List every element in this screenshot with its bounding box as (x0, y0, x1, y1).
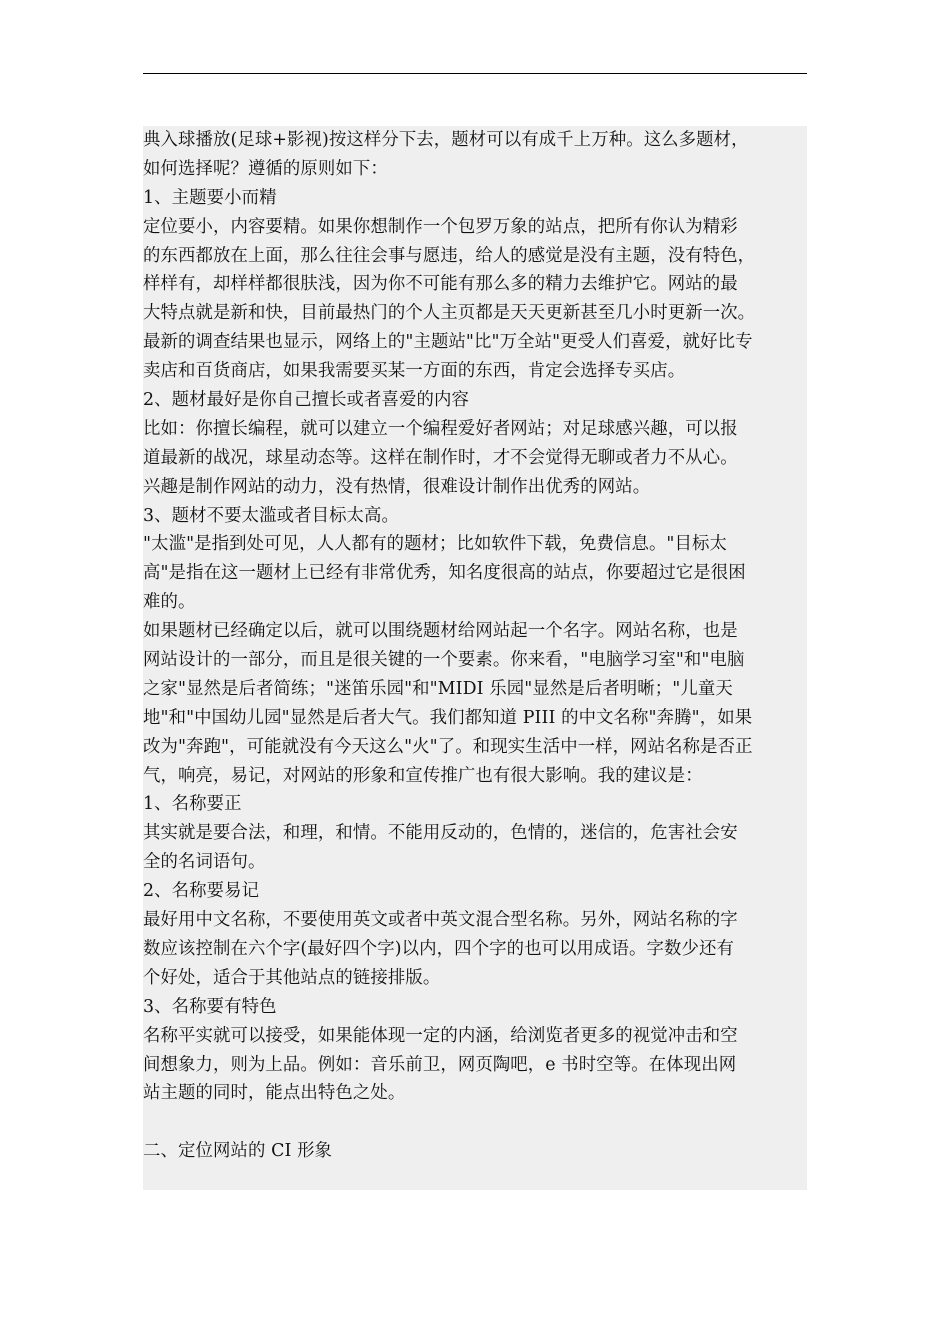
text-line: 如果题材已经确定以后，就可以围绕题材给网站起一个名字。网站名称，也是 (143, 621, 738, 642)
text-line: 道最新的战况，球星动态等。这样在制作时，才不会觉得无聊或者力不从心。 (143, 447, 738, 468)
article-text (143, 126, 807, 1166)
text-line: 地"和"中国幼儿园"显然是后者大气。我们都知道 PIII 的中文名称"奔腾"，如果 (143, 707, 753, 728)
article-body (143, 126, 807, 1190)
section-heading: 二、定位网站的 CI 形象 (143, 1141, 333, 1162)
text-line: 难的。 (143, 592, 196, 613)
text-line: 个好处，适合于其他站点的链接排版。 (143, 967, 441, 988)
list-heading: 2、题材最好是你自己擅长或者喜爱的内容 (143, 390, 469, 411)
list-heading: 2、名称要易记 (143, 881, 260, 902)
text-line: "太滥"是指到处可见，人人都有的题材；比如软件下载，免费信息。"目标太 (143, 534, 728, 555)
text-line: 之家"显然是后者简练；"迷笛乐园"和"MIDI 乐园"显然是后者明晰；"儿童天 (143, 678, 733, 699)
text-line: 样样有，却样样都很肤浅，因为你不可能有那么多的精力去维护它。网站的最 (143, 274, 738, 295)
text-line: 典入球播放(足球+影视)按这样分下去，题材可以有成千上万种。这么多题材， (143, 130, 749, 150)
list-heading: 3、题材不要太滥或者目标太高。 (143, 505, 400, 526)
text-line: 名称平实就可以接受，如果能体现一定的内涵，给浏览者更多的视觉冲击和空 (143, 1025, 738, 1046)
text-line: 改为"奔跑"，可能就没有今天这么"火"了。和现实生活中一样，网站名称是否正 (143, 736, 753, 757)
list-heading: 1、主题要小而精 (143, 187, 277, 208)
text-line: 最新的调查结果也显示，网络上的"主题站"比"万全站"更受人们喜爱，就好比专 (143, 332, 753, 353)
text-line: 气，响亮，易记，对网站的形象和宣传推广也有很大影响。我的建议是： (143, 765, 703, 786)
list-heading: 3、名称要有特色 (143, 996, 277, 1017)
text-line: 卖店和百货商店，如果我需要买某一方面的东西，肯定会选择专买店。 (143, 361, 686, 382)
text-line: 最好用中文名称，不要使用英文或者中英文混合型名称。另外，网站名称的字 (143, 910, 738, 931)
text-line: 的东西都放在上面，那么往往会事与愿违，给人的感觉是没有主题，没有特色， (143, 245, 756, 266)
text-line: 间想象力，则为上品。例如：音乐前卫，网页陶吧，e 书时空等。在体现出网 (143, 1054, 737, 1075)
text-line: 站主题的同时，能点出特色之处。 (143, 1083, 406, 1104)
list-heading: 1、名称要正 (143, 794, 242, 815)
text-line: 网站设计的一部分，而且是很关键的一个要素。你来看，"电脑学习室"和"电脑 (143, 650, 745, 671)
text-line: 定位要小，内容要精。如果你想制作一个包罗万象的站点，把所有你认为精彩 (143, 216, 738, 237)
text-line: 高"是指在这一题材上已经有非常优秀，知名度很高的站点，你要超过它是很困 (143, 563, 746, 584)
text-line: 其实就是要合法，和理，和情。不能用反动的，色情的，迷信的，危害社会安 (143, 823, 738, 844)
blank-line (143, 1108, 807, 1137)
text-line: 如何选择呢？遵循的原则如下： (143, 158, 388, 179)
text-line: 兴趣是制作网站的动力，没有热情，很难设计制作出优秀的网站。 (143, 476, 651, 497)
header-rule (143, 73, 807, 74)
text-line: 比如：你擅长编程，就可以建立一个编程爱好者网站；对足球感兴趣，可以报 (143, 418, 738, 439)
text-line: 数应该控制在六个字(最好四个字)以内，四个字的也可以用成语。字数少还有 (143, 938, 734, 959)
text-line: 全的名词语句。 (143, 852, 266, 873)
text-line: 大特点就是新和快，目前最热门的个人主页都是天天更新甚至几小时更新一次。 (143, 303, 756, 324)
